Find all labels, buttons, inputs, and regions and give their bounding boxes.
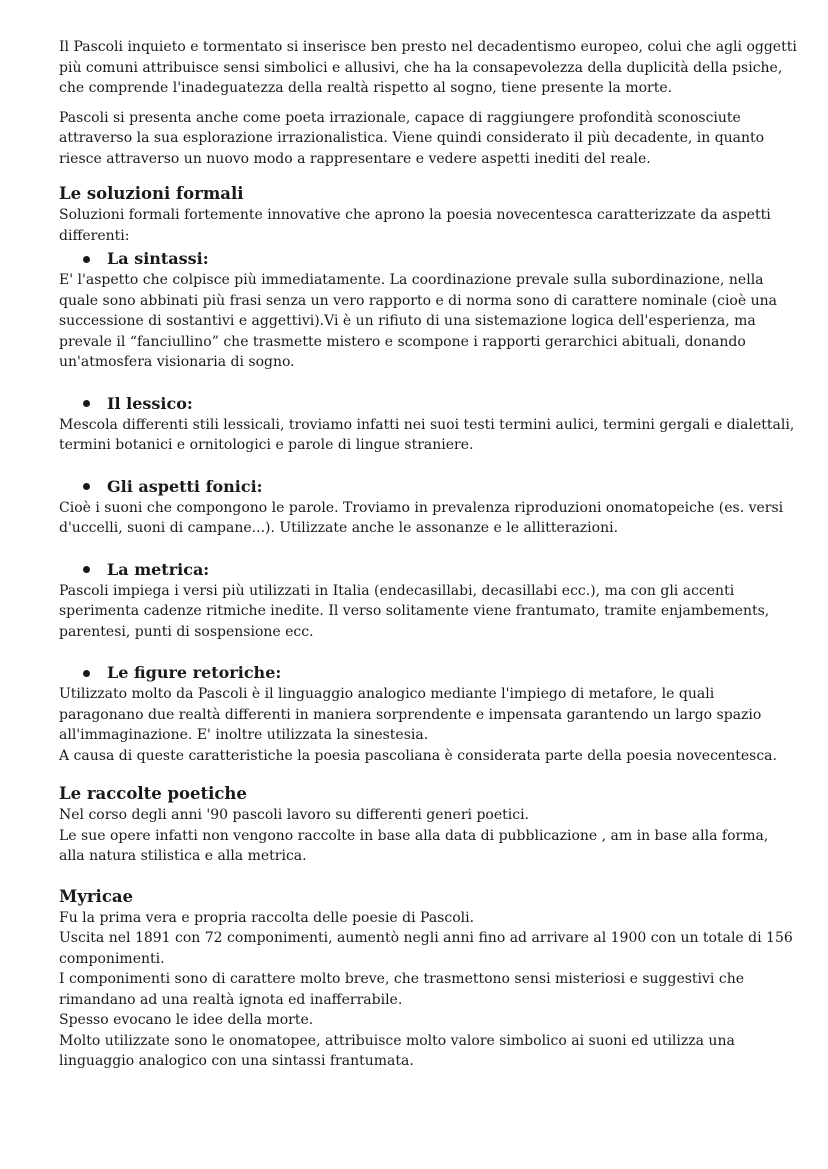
section-heading: Le soluzioni formali bbox=[59, 184, 244, 203]
subsection-lessico bbox=[59, 393, 797, 456]
myricae-line-5: Molto utilizzate sono le onomatopee, attribuisce molto valore simbolico ai suoni ed utilizza una linguaggio analogico con una sintassi frantumata. bbox=[59, 1032, 735, 1069]
section-heading: Le raccolte poetiche bbox=[59, 784, 247, 803]
section-heading: Myricae bbox=[59, 886, 134, 906]
section-intro: Soluzioni formali fortemente innovative che aprono la poesia novecentesca caratterizzate da aspetti differenti: bbox=[59, 207, 771, 244]
section-myricae bbox=[59, 886, 797, 1072]
bullet-label: Gli aspetti fonici: bbox=[107, 476, 263, 496]
bullet-text: Mescola differenti stili lessicali, troviamo infatti nei suoi testi termini aulici, termini gergali e dialettali, termini botanici e ornitologici e parole di lingue straniere. bbox=[59, 416, 795, 453]
bullet-text: Utilizzato molto da Pascoli è il linguaggio analogico mediante l'impiego di metafore, le quali paragonano due realtà differenti in maniera sorprendente e impensata garantendo un largo spazio all'immaginazione. E' inoltre utilizzata la sinestesia. bbox=[59, 686, 762, 743]
intro-paragraph-1: Il Pascoli inquieto e tormentato si inserisce ben presto nel decadentismo europeo, colui che agli oggetti più comuni attribuisce sensi simbolici e allusivi, che ha la consapevolezza della duplicità della psiche, che comprende l'inadeguatezza della realtà rispetto al sogno, tiene presente la morte. bbox=[59, 39, 797, 96]
bullet-label: Il lessico: bbox=[107, 393, 193, 413]
bullet-item bbox=[59, 559, 797, 581]
section-raccolte-poetiche bbox=[59, 783, 797, 867]
intro-paragraph-2: Pascoli si presenta anche come poeta irrazionale, capace di raggiungere profondità sconosciute attraverso la sua esplorazione irrazionalistica. Viene quindi considerato il più decadente, in quanto riesce attraverso un nuovo modo a rappresentare e vedere aspetti inediti del reale. bbox=[59, 109, 765, 167]
bullet-item bbox=[59, 662, 797, 684]
bullet-text-conclusion: A causa di queste caratteristiche la poesia pascoliana è considerata parte della poesia novecentesca. bbox=[59, 747, 777, 764]
myricae-line-4: Spesso evocano le idee della morte. bbox=[59, 1012, 314, 1028]
myricae-line-1: Fu la prima vera e propria raccolta delle poesie di Pascoli. bbox=[59, 909, 475, 926]
bullet-dot-icon bbox=[83, 566, 90, 573]
subsection-metrica bbox=[59, 559, 797, 643]
subsection-aspetti-fonici bbox=[59, 476, 797, 539]
subsection-figure-retoriche bbox=[59, 662, 797, 766]
bullet-item bbox=[59, 248, 797, 270]
bullet-label: Le figure retoriche: bbox=[107, 663, 282, 682]
bullet-label: La metrica: bbox=[107, 559, 210, 579]
bullet-dot-icon bbox=[83, 483, 90, 490]
myricae-line-3: I componimenti sono di carattere molto breve, che trasmettono sensi misteriosi e suggestivi che rimandano ad una realtà ignota ed inafferrabile. bbox=[59, 971, 745, 1008]
raccolte-line-1: Nel corso degli anni '90 pascoli lavoro su differenti generi poetici. bbox=[59, 807, 530, 823]
bullet-item bbox=[59, 476, 797, 498]
section-soluzioni-formali bbox=[59, 183, 797, 766]
bullet-item bbox=[59, 393, 797, 415]
subsection-sintassi bbox=[59, 248, 797, 373]
bullet-text: Pascoli impiega i versi più utilizzati in Italia (endecasillabi, decasillabi ecc.), ma con gli accenti sperimenta cadenze ritmiche inedite. Il verso solitamente viene frantumato, tramite enjambements, parentesi, punti di sospensione ecc. bbox=[59, 582, 770, 640]
bullet-dot-icon bbox=[83, 670, 90, 677]
bullet-text: Cioè i suoni che compongono le parole. Troviamo in prevalenza riproduzioni onomatopeiche (es. versi d'uccelli, suoni di campane...). Utilizzate anche le assonanze e le allitterazioni. bbox=[59, 499, 784, 536]
bullet-label: La sintassi: bbox=[107, 249, 209, 268]
bullet-dot-icon bbox=[83, 256, 90, 263]
myricae-line-2: Uscita nel 1891 con 72 componimenti, aumentò negli anni fino ad arrivare al 1900 con un totale di 156 componimenti. bbox=[59, 930, 793, 967]
bullet-text: E' l'aspetto che colpisce più immediatamente. La coordinazione prevale sulla subordinazione, nella quale sono abbinati più frasi senza un vero rapporto e di norma sono di carattere nominale (cioè una successione di sostantivi e aggettivi).Vi è un rifiuto di una sistemazione logica dell'esperienza, ma prevale il “fanciullino” che trasmette mistero e scompone i rapporti gerarchici abituali, donando un'atmosfera visionaria di sogno. bbox=[59, 272, 777, 370]
raccolte-line-2: Le sue opere infatti non vengono raccolte in base alla data di pubblicazione , am in base alla forma, alla natura stilistica e alla metrica. bbox=[59, 827, 769, 864]
document-page bbox=[59, 37, 797, 1072]
bullet-dot-icon bbox=[83, 400, 90, 407]
